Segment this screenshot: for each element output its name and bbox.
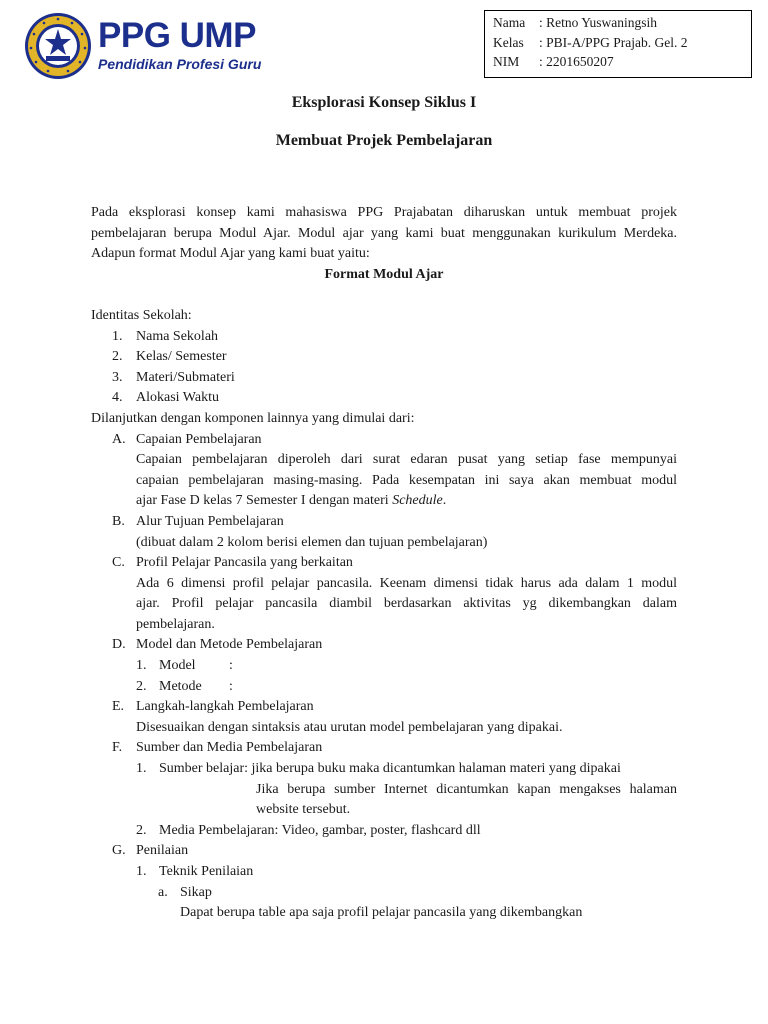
- sumber-belajar-line: Jika berupa sumber Internet dicantumkan kapan mengakses halaman: [256, 781, 677, 797]
- identity-value: : PBI-A/PPG Prajab. Gel. 2: [539, 34, 688, 50]
- section-title: Langkah-langkah Pembelajaran: [136, 699, 314, 715]
- sumber-belajar-line: [159, 759, 677, 780]
- student-identity-box: [484, 10, 752, 78]
- section-b-heading: [91, 512, 677, 533]
- list-marker: 1.: [136, 864, 147, 879]
- section-a-line-text: ajar Fase D kelas 7 Semester I dengan materi: [136, 493, 393, 509]
- list-marker: 2.: [112, 349, 123, 365]
- sikap-title: Sikap: [180, 884, 212, 900]
- model-colon: :: [229, 658, 233, 674]
- section-title: Capaian Pembelajaran: [136, 431, 262, 447]
- identity-row-nim: [493, 52, 751, 72]
- section-title: Model dan Metode Pembelajaran: [136, 637, 323, 653]
- section-marker: F.: [112, 740, 123, 756]
- identity-row-kelas: [493, 33, 751, 53]
- identity-key: Nama: [493, 15, 526, 30]
- identity-row-nama: [493, 13, 751, 33]
- list-marker: 1.: [136, 658, 147, 674]
- list-marker: 3.: [112, 369, 123, 385]
- intro-line: pembelajaran berupa Modul Ajar. Modul ajar yang kami buat menggunakan kurikulum Merdeka.: [91, 225, 677, 241]
- teknik-penilaian-title: Teknik Penilaian: [159, 864, 254, 879]
- document-body: [91, 203, 677, 924]
- section-marker: G.: [112, 843, 126, 859]
- section-marker: B.: [112, 513, 125, 529]
- section-b-note: (dibuat dalam 2 kolom berisi elemen dan tujuan pembelajaran): [136, 534, 488, 550]
- metode-field: [159, 677, 233, 698]
- document-title: Eksplorasi Konsep Siklus I: [291, 94, 477, 111]
- identity-key: NIM: [493, 54, 520, 69]
- sumber-belajar-line: website tersebut.: [256, 802, 351, 818]
- section-c-line: ajar. Profil pelajar pancasila diambil berdasarkan aktivitas yg dikembangkan dalam: [136, 596, 677, 612]
- metode-label: Metode: [159, 678, 202, 694]
- section-c-line: Ada 6 dimensi profil pelajar pancasila. Keenam dimensi tidak harus ada dalam 1 modul: [136, 575, 677, 591]
- identity-key: Kelas: [493, 34, 524, 50]
- sumber-belajar-item: [91, 759, 677, 780]
- list-item: [91, 677, 677, 698]
- list-marker: 2.: [136, 678, 147, 694]
- section-marker: D.: [112, 637, 126, 653]
- list-item: [91, 656, 677, 677]
- sikap-desc: Dapat berupa table apa saja profil pelajar pancasila yang dikembangkan: [180, 905, 583, 921]
- section-title: Sumber dan Media Pembelajaran: [136, 740, 323, 756]
- section-marker: A.: [112, 431, 126, 447]
- section-title: Alur Tujuan Pembelajaran: [136, 513, 284, 529]
- list-item: [91, 347, 677, 368]
- list-marker: 1.: [112, 328, 123, 344]
- media-pembelajaran-item: [91, 821, 677, 842]
- identity-value: : 2201650207: [539, 54, 614, 69]
- section-a-line: capaian pembelajaran masing-masing. Pada kesempatan ini saya akan membuat modul: [136, 472, 677, 488]
- section-f-heading: [91, 738, 677, 759]
- spacer: [91, 285, 677, 306]
- list-item: [91, 368, 677, 389]
- komponen-intro: Dilanjutkan dengan komponen lainnya yang dimulai dari:: [91, 410, 415, 426]
- section-c-heading: [91, 553, 677, 574]
- logo-subtitle: Pendidikan Profesi Guru: [98, 56, 262, 72]
- section-a-line-end: .: [442, 493, 447, 509]
- sumber-belajar-label: Sumber belajar:: [159, 761, 249, 777]
- list-marker: a.: [158, 884, 168, 900]
- logo-title: PPG UMP: [98, 16, 256, 55]
- university-seal-icon: [24, 12, 92, 80]
- sikap-item: [91, 883, 677, 904]
- list-text: Kelas/ Semester: [136, 349, 227, 365]
- section-d-heading: [91, 635, 677, 656]
- identitas-heading: Identitas Sekolah:: [91, 307, 192, 323]
- list-item: [91, 388, 677, 409]
- ppg-ump-logo: [24, 12, 274, 80]
- intro-line: Adapun format Modul Ajar yang kami buat yaitu:: [91, 246, 370, 262]
- list-marker: 1.: [136, 761, 147, 777]
- sumber-belajar-text: jika berupa buku maka dicantumkan halaman materi yang dipakai: [248, 761, 621, 777]
- section-e-desc: Disesuaikan dengan sintaksis atau urutan model pembelajaran yang dipakai.: [136, 719, 563, 735]
- intro-line: Pada eksplorasi konsep kami mahasiswa PPG Prajabatan diharuskan untuk membuat projek: [91, 205, 677, 220]
- list-text: Alokasi Waktu: [136, 390, 219, 406]
- section-marker: C.: [112, 555, 125, 571]
- section-a-emphasis: Schedule: [392, 493, 443, 509]
- identity-value: : Retno Yuswaningsih: [539, 15, 657, 30]
- document-subtitle: Membuat Projek Pembelajaran: [275, 132, 493, 149]
- list-marker: 2.: [136, 822, 147, 838]
- section-a-heading: [91, 430, 677, 451]
- section-a-line: Capaian pembelajaran diperoleh dari surat edaran pusat yang setiap fase mempunyai: [136, 452, 677, 468]
- list-text: Nama Sekolah: [136, 328, 219, 344]
- media-pembelajaran-text: Media Pembelajaran: Video, gambar, poster, flashcard dll: [159, 822, 481, 838]
- teknik-penilaian-item: [91, 862, 677, 883]
- section-e-heading: [91, 697, 677, 718]
- section-a-line: [91, 491, 677, 512]
- metode-colon: :: [229, 678, 233, 694]
- model-field: [159, 656, 233, 677]
- list-marker: 4.: [112, 390, 123, 406]
- section-title: Profil Pelajar Pancasila yang berkaitan: [136, 555, 353, 571]
- section-g-heading: [91, 841, 677, 862]
- section-c-line: pembelajaran.: [136, 616, 215, 632]
- section-title: Penilaian: [136, 843, 189, 859]
- list-text: Materi/Submateri: [136, 369, 235, 385]
- format-heading: Format Modul Ajar: [324, 266, 444, 282]
- model-label: Model: [159, 658, 196, 674]
- list-item: [91, 327, 677, 348]
- section-marker: E.: [112, 699, 125, 715]
